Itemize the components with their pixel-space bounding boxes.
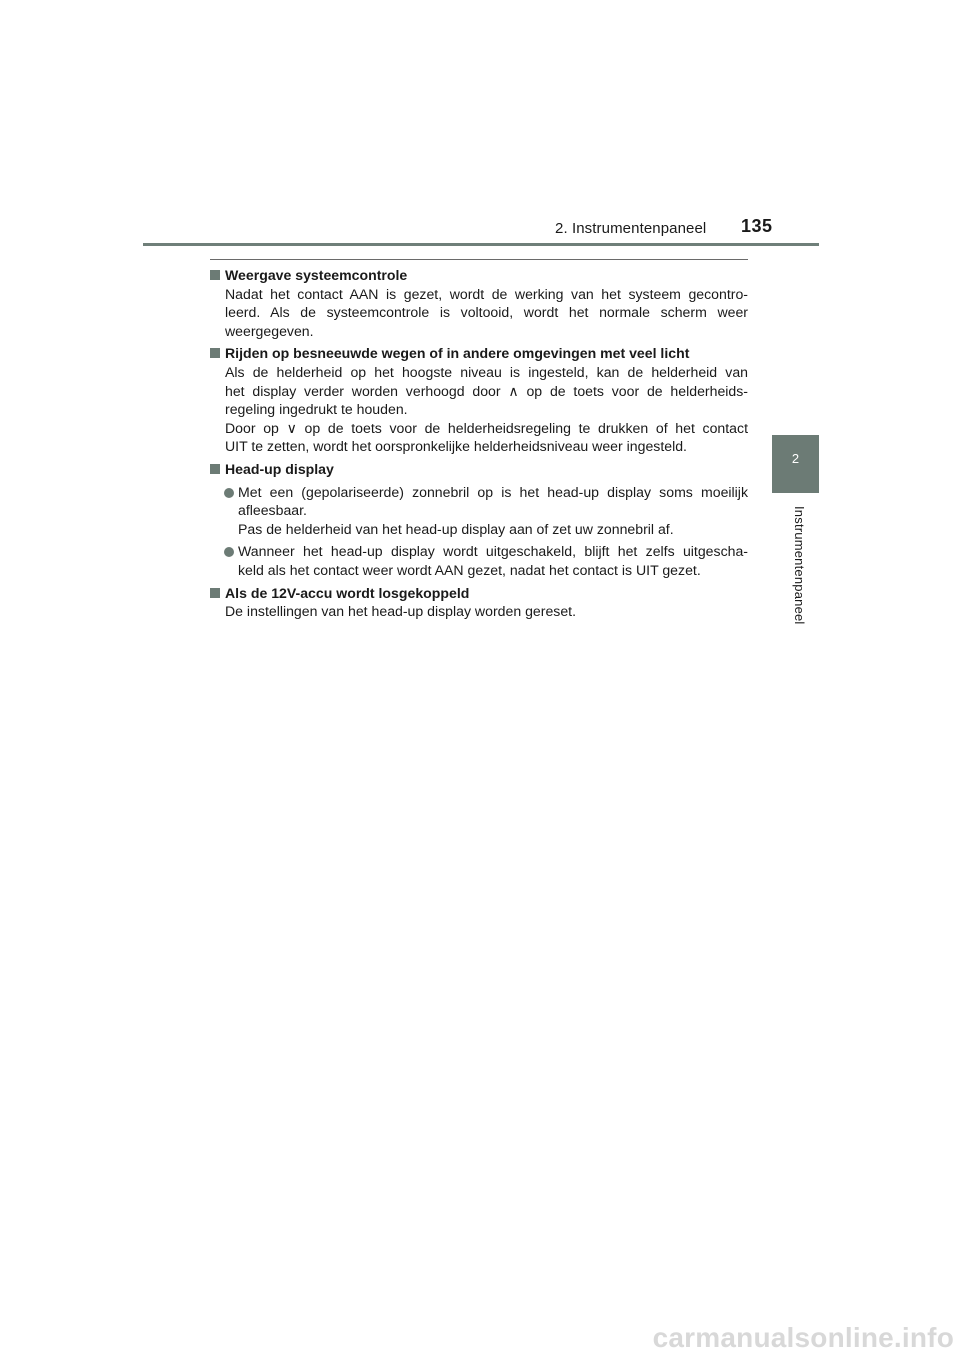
list-item xyxy=(210,542,748,579)
section-paragraph xyxy=(210,602,748,621)
section-heading xyxy=(210,266,748,285)
chapter-number: 2 xyxy=(791,451,800,466)
section-heading xyxy=(210,344,748,363)
section-heading-text: Rijden op besneeuwde wegen of in andere omgevingen met veel licht xyxy=(225,345,690,362)
text-line: Pas de helderheid van het head-up display aan of zet uw zonnebril af. xyxy=(238,520,674,537)
text-line: Als de helderheid op het hoogste niveau is ingesteld, kan de helderheid van xyxy=(225,363,748,380)
header-divider xyxy=(143,243,819,246)
text-line: het display verder worden verhoogd door ∧ op de toets voor de helderheids- xyxy=(225,382,748,399)
circle-bullet-icon xyxy=(224,547,234,557)
text-line: UIT te zetten, wordt het oorspronkelijke helderheidsniveau weer ingesteld. xyxy=(225,438,687,455)
text-line: afleesbaar. xyxy=(238,502,307,519)
section-paragraph xyxy=(210,363,748,456)
text-line: De instellingen van het head-up display worden gereset. xyxy=(225,603,577,620)
text-line: leerd. Als de systeemcontrole is voltooid, wordt het normale scherm weer xyxy=(225,304,748,321)
section-heading-text: Head-up display xyxy=(225,460,334,477)
square-bullet-icon xyxy=(210,464,220,474)
page-content xyxy=(210,266,748,621)
running-header-title: 2. Instrumentenpaneel xyxy=(555,220,707,237)
square-bullet-icon xyxy=(210,588,220,598)
section-heading xyxy=(210,460,748,479)
section-heading xyxy=(210,584,748,603)
chapter-label: Instrumentenpaneel xyxy=(792,506,807,625)
text-line: Nadat het contact AAN is gezet, wordt de werking van het systeem gecontro- xyxy=(225,285,748,302)
section-divider xyxy=(210,259,748,260)
list-item xyxy=(210,483,748,539)
square-bullet-icon xyxy=(210,270,220,280)
text-line: weergegeven. xyxy=(225,322,314,339)
text-line: Met een (gepolariseerde) zonnebril op is het head-up display soms moeilijk xyxy=(238,483,748,500)
watermark-text: carmanualsonline.info xyxy=(652,1322,954,1353)
square-bullet-icon xyxy=(210,348,220,358)
chapter-tab xyxy=(772,435,819,493)
text-line: regeling ingedrukt te houden. xyxy=(225,401,408,418)
text-line: Door op ∨ op de toets voor de helderheidsregeling te drukken of het contact xyxy=(225,419,748,436)
section-heading-text: Als de 12V-accu wordt losgekoppeld xyxy=(225,584,470,601)
circle-bullet-icon xyxy=(224,488,234,498)
section-paragraph xyxy=(210,285,748,341)
section-heading-text: Weergave systeemcontrole xyxy=(225,267,408,283)
text-line: Wanneer het head-up display wordt uitgeschakeld, blijft het zelfs uitgescha- xyxy=(238,543,748,560)
page-number: 135 xyxy=(741,216,773,236)
text-line: keld als het contact weer wordt AAN gezet, nadat het contact is UIT gezet. xyxy=(238,561,701,578)
